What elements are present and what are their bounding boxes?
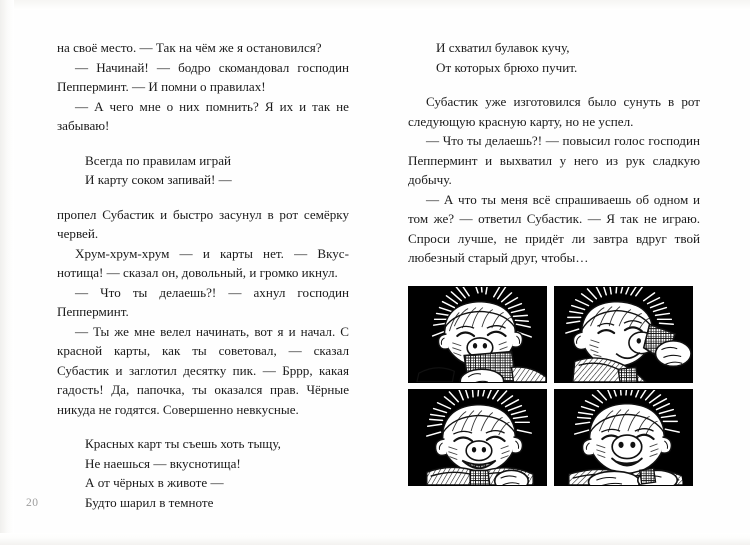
verse-line: Красных карт ты съешь хоть тыщу, — [85, 436, 281, 451]
verse-block — [57, 151, 349, 190]
panel-boy-eating-card-1 — [408, 286, 547, 383]
verse-line: Будто шарил в темноте — [85, 494, 214, 510]
panel-boy-chewing-3 — [408, 389, 547, 486]
page-number: 20 — [26, 497, 39, 509]
verse-line: Не наешься — вкуснотища! — [85, 455, 241, 471]
verse-block — [408, 38, 700, 77]
text-column-left — [57, 38, 349, 527]
verse-line: А от чёрных в животе — — [85, 475, 224, 490]
verse-line: И карту соком запивай! — — [85, 172, 232, 187]
paper-edge-bottom — [0, 533, 750, 545]
panel-boy-eating-card-2 — [554, 286, 693, 383]
verse-line: Всегда по правилам играй — [85, 152, 232, 168]
verse-block — [57, 434, 349, 512]
paragraph: — Что ты делаешь?! — ахнул господин Пепперминт. — [57, 284, 349, 319]
paragraph: на своё место. — Так на чём же я остановился? — [57, 40, 322, 55]
paragraph: — А что ты меня всё спрашиваешь об одном и том же? — ответил Субастик. — Я так не играю. Спроси лучше, не придёт ли завтра вдруг твой любезный старый друг, чтобы… — [408, 191, 700, 265]
panel-boy-smiling-4 — [554, 389, 693, 486]
paragraph: — Что ты делаешь?! — повысил голос господин Пепперминт и выхватил у него из рук сладкую добычу. — [408, 133, 700, 187]
illustration-four-panel — [408, 286, 693, 486]
paragraph: — Начинай! — бодро скомандовал господин Пепперминт. — И помни о правилах! — [57, 59, 349, 94]
paragraph: Субастик уже изготовился было сунуть в рот следующую красную карту, но не успел. — [408, 94, 700, 129]
verse-line: И схватил булавок кучу, — [436, 40, 570, 55]
paper-edge-left — [0, 0, 14, 545]
verse-line: От которых брюхо пучит. — [436, 59, 578, 75]
paragraph: Хрум-хрум-хрум — и карты нет. — Вкуснотища! — сказал он, довольный, и громко икнул. — [57, 245, 349, 280]
text-column-right — [408, 38, 700, 268]
paragraph: — Ты же мне велел начинать, вот я и начал. С красной карты, как ты советовал, — сказал Субастик и заглотил десятку пик. — Бррр, какая гадость! Да, папочка, ты оказался прав. Чёрные никуда не годятся. Совершенно невкусные. — [57, 323, 349, 417]
paragraph: — А чего мне о них помнить? Я их и так не забываю! — [57, 98, 349, 133]
paper-edge-top — [0, 0, 750, 10]
paragraph: пропел Субастик и быстро засунул в рот семёрку червей. — [57, 206, 349, 241]
